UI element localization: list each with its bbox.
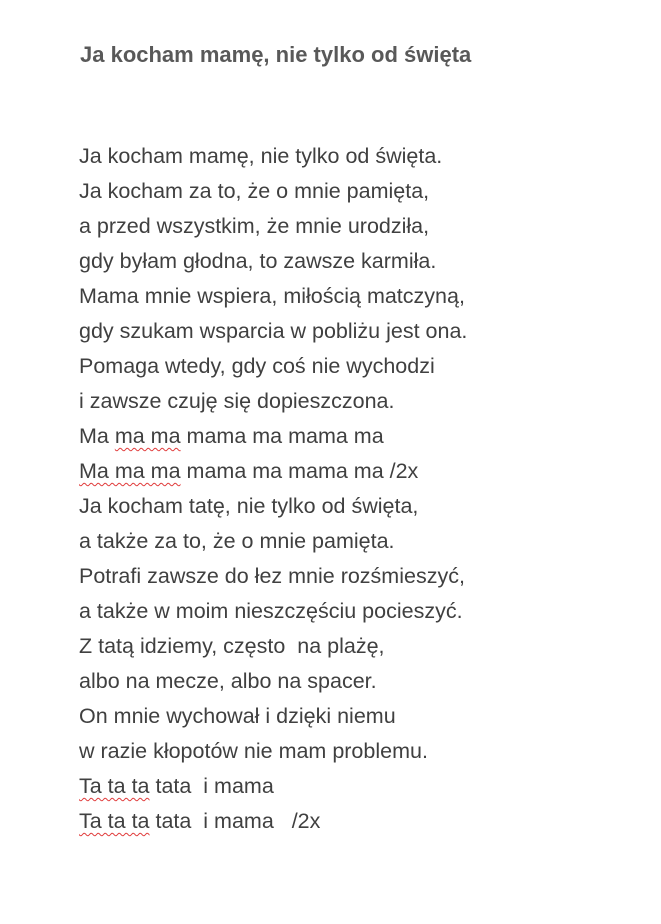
poem-line: gdy szukam wsparcia w pobliżu jest ona. — [79, 319, 468, 343]
spellcheck-underlined-text[interactable]: Ta ta ta — [79, 809, 150, 833]
line-text: Ma — [79, 424, 115, 448]
poem-line: Ja kocham tatę, nie tylko od święta, — [79, 494, 419, 518]
poem-line: albo na mecze, albo na spacer. — [79, 669, 377, 693]
poem-line: a także w moim nieszczęściu pocieszyć. — [79, 599, 463, 623]
poem-line: Pomaga wtedy, gdy coś nie wychodzi — [79, 354, 435, 378]
line-text: mama ma mama ma — [180, 424, 384, 448]
poem-line: Ja kocham za to, że o mnie pamięta, — [79, 179, 430, 203]
spellcheck-underlined-text[interactable]: Ta ta ta — [79, 774, 150, 798]
document-title: Ja kocham mamę, nie tylko od święta — [80, 42, 472, 67]
poem-line — [79, 419, 467, 454]
poem-line: On mnie wychował i dzięki niemu — [79, 704, 396, 728]
poem-line: i zawsze czuję się dopieszczona. — [79, 389, 395, 413]
poem-line — [79, 454, 467, 489]
spellcheck-underlined-text[interactable]: Ma ma ma — [79, 459, 181, 483]
poem-line — [79, 804, 467, 839]
line-text: tata i mama — [149, 774, 274, 798]
poem-body — [79, 139, 467, 839]
poem-line: Potrafi zawsze do łez mnie rozśmieszyć, — [79, 564, 465, 588]
poem-line: a przed wszystkim, że mnie urodziła, — [79, 214, 430, 238]
poem-line: Mama mnie wspiera, miłością matczyną, — [79, 284, 465, 308]
poem-line: a także za to, że o mnie pamięta. — [79, 529, 395, 553]
spellcheck-underlined-text[interactable]: ma ma — [114, 424, 181, 448]
poem-line: gdy byłam głodna, to zawsze karmiła. — [79, 249, 437, 273]
poem-line: w razie kłopotów nie mam problemu. — [79, 739, 428, 763]
poem-line: Ja kocham mamę, nie tylko od święta. — [79, 144, 443, 168]
poem-line — [79, 769, 467, 804]
line-text: tata i mama /2x — [149, 809, 321, 833]
poem-line: Z tatą idziemy, często na plażę, — [79, 634, 385, 658]
line-text: mama ma mama ma /2x — [180, 459, 419, 483]
